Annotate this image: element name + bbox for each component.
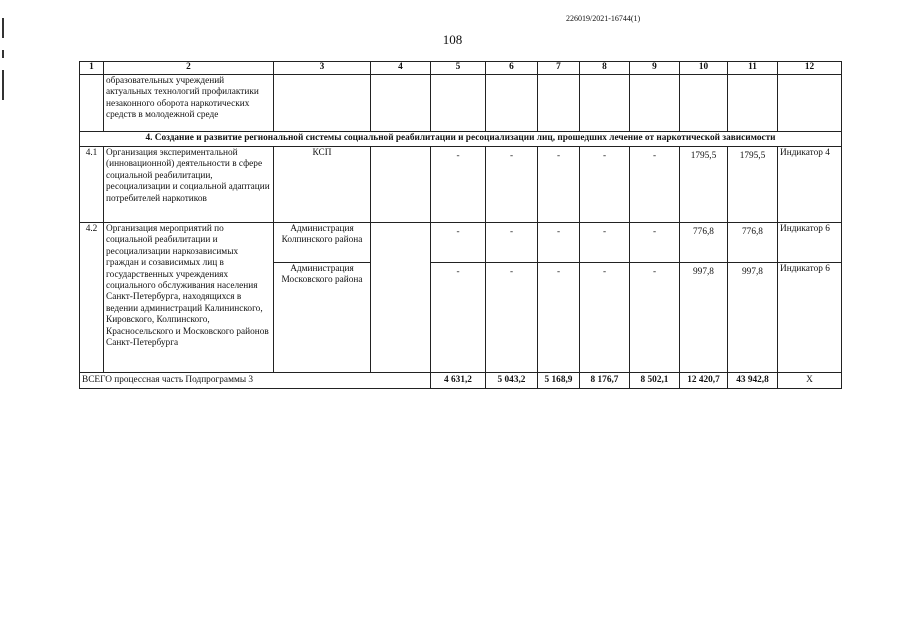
header-cell: 2 (104, 62, 274, 75)
program-table (79, 61, 842, 389)
total-value: 4 631,2 (431, 373, 486, 389)
total-value: 12 420,7 (680, 373, 728, 389)
section-row (80, 132, 842, 147)
header-cell: 8 (580, 62, 630, 75)
cell-value: - (486, 223, 538, 263)
cell-name: Организация экспериментальной (инновационной) деятельности в сфере социальной реабилитации, ресоциализации и социальной адаптации потребителей наркотиков (104, 147, 274, 223)
header-cell: 4 (371, 62, 431, 75)
row-number: 4.2 (80, 223, 104, 373)
header-cell: 9 (630, 62, 680, 75)
total-value: Х (778, 373, 842, 389)
cell-value: - (431, 263, 486, 373)
cell-value: 1795,5 (728, 147, 778, 223)
cell-executor: КСП (274, 147, 371, 223)
cell-executor: Администрация Колпинского района (274, 223, 371, 263)
scan-edge-marks (0, 0, 8, 120)
header-cell: 11 (728, 62, 778, 75)
cell-value: - (538, 263, 580, 373)
header-cell: 7 (538, 62, 580, 75)
header-cell: 10 (680, 62, 728, 75)
cell-indicator: Индикатор 6 (778, 263, 842, 373)
cell-indicator: Индикатор 4 (778, 147, 842, 223)
total-value: 8 502,1 (630, 373, 680, 389)
total-value: 8 176,7 (580, 373, 630, 389)
cell-value: - (630, 223, 680, 263)
header-cell: 3 (274, 62, 371, 75)
total-value: 43 942,8 (728, 373, 778, 389)
cell-value: - (580, 263, 630, 373)
cell-value: - (431, 223, 486, 263)
table-header-row (80, 62, 842, 75)
cell-name: образовательных учреждений актуальных технологий профилактики незаконного оборота наркотических средств в молодежной среде (104, 75, 274, 132)
table-row-4-1 (80, 147, 842, 223)
cell-value: 997,8 (728, 263, 778, 373)
cell-value: 1795,5 (680, 147, 728, 223)
cell-name: Организация мероприятий по социальной реабилитации и ресоциализации наркозависимых граждан и созависимых лиц в государственных учреждениях социального обслуживания населения Санкт-Петербурга, находящихся в ведении администраций Калининского, Кировского, Колпинского, Красносельского и Московского районов Санкт-Петербурга (104, 223, 274, 373)
header-cell: 5 (431, 62, 486, 75)
cell-value: 776,8 (728, 223, 778, 263)
total-value: 5 043,2 (486, 373, 538, 389)
header-cell: 12 (778, 62, 842, 75)
cell-value: - (538, 223, 580, 263)
row-number: 4.1 (80, 147, 104, 223)
cell-value: - (630, 147, 680, 223)
cell-value: - (580, 223, 630, 263)
table-row-4-2a (80, 223, 842, 263)
cell-value: - (431, 147, 486, 223)
page-number: 108 (442, 32, 463, 47)
cell-indicator: Индикатор 6 (778, 223, 842, 263)
cell-value: - (630, 263, 680, 373)
header-cell: 6 (486, 62, 538, 75)
cell-value: - (580, 147, 630, 223)
cell-value: 776,8 (680, 223, 728, 263)
cell-value: - (486, 147, 538, 223)
total-value: 5 168,9 (538, 373, 580, 389)
document-number: 226019/2021-16744(1) (566, 14, 641, 23)
section-title: 4. Создание и развитие региональной системы социальной реабилитации и ресоциализации лиц, прошедших лечение от наркотической зависимости (80, 132, 842, 147)
cell-value: - (486, 263, 538, 373)
cell-executor: Администрация Московского района (274, 263, 371, 373)
table-row-total (80, 373, 842, 389)
cell-value: - (538, 147, 580, 223)
cell-value: 997,8 (680, 263, 728, 373)
total-label: ВСЕГО процессная часть Подпрограммы 3 (80, 373, 431, 389)
table-row-continuation (80, 75, 842, 132)
header-cell: 1 (80, 62, 104, 75)
